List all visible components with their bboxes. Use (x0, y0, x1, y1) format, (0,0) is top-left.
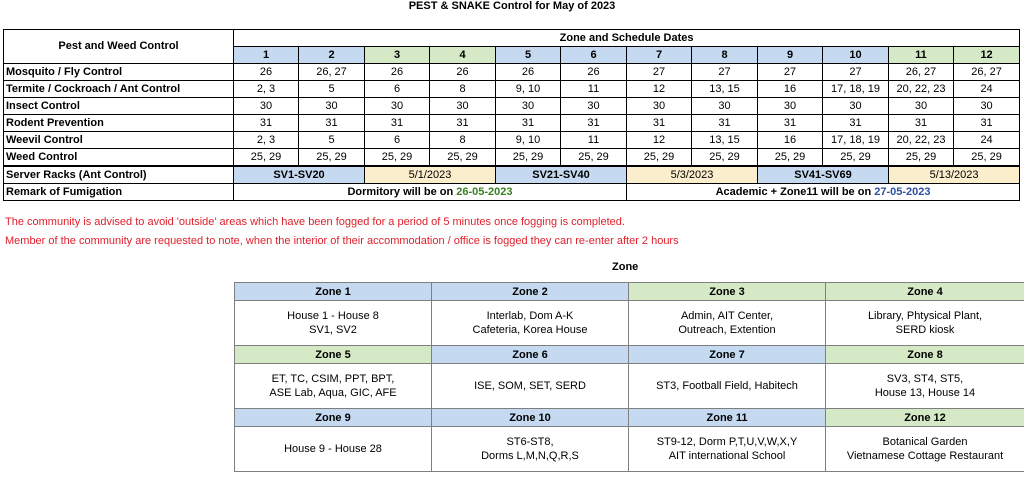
schedule-cell: 30 (954, 98, 1020, 115)
row-label: Weevil Control (4, 132, 234, 149)
zone-locations (432, 301, 629, 346)
zone-locations (629, 427, 826, 472)
schedule-cell: 8 (430, 81, 496, 98)
zone-location-line: Admin, AIT Center, (680, 310, 774, 322)
row-label: Server Racks (Ant Control) (4, 166, 234, 184)
schedule-cell: 12 (627, 132, 692, 149)
zone-location-line: Interlab, Dom A-K (486, 310, 574, 322)
zone-location-line: Dorms L,M,N,Q,R,S (481, 450, 579, 462)
schedule-cell: 25, 29 (692, 149, 758, 167)
schedule-cell: 25, 29 (627, 149, 692, 167)
schedule-cell: 17, 18, 19 (823, 132, 889, 149)
schedule-cell: 24 (954, 81, 1020, 98)
schedule-cell: 13, 15 (692, 81, 758, 98)
zone-number-header: 8 (692, 47, 758, 64)
row-label: Termite / Cockroach / Ant Control (4, 81, 234, 98)
note-fogging-outside: The community is advised to avoid 'outside' areas which have been fogged for a period of 5 minutes once fogging is completed. (5, 216, 625, 228)
schedule-cell: 30 (365, 98, 430, 115)
zone-location-line: House 1 - House 8 (287, 310, 379, 322)
schedule-cell: 31 (758, 115, 823, 132)
zone-name: Zone 3 (629, 283, 826, 301)
schedule-cell: 25, 29 (234, 149, 299, 167)
schedule-cell: 31 (365, 115, 430, 132)
zone-location-line: House 13, House 14 (874, 387, 976, 399)
zone-name: Zone 7 (629, 346, 826, 364)
schedule-cell: 25, 29 (954, 149, 1020, 167)
zone-location-line: SERD kiosk (895, 324, 955, 336)
header-pest-weed-control: Pest and Weed Control (4, 30, 234, 64)
zone-number-header: 1 (234, 47, 299, 64)
zone-number-header: 5 (496, 47, 561, 64)
row-label: Remark of Fumigation (4, 184, 234, 201)
schedule-cell: 25, 29 (299, 149, 365, 167)
zone-name: Zone 11 (629, 409, 826, 427)
fumigation-academic-text: Academic + Zone11 will be on (715, 185, 872, 198)
zone-locations (235, 301, 432, 346)
zone-locations (826, 364, 1024, 409)
zone-locations (432, 364, 629, 409)
schedule-cell: 30 (758, 98, 823, 115)
schedule-cell: 25, 29 (758, 149, 823, 167)
zone-locations (826, 301, 1024, 346)
zone-number-header: 9 (758, 47, 823, 64)
schedule-cell: 30 (430, 98, 496, 115)
schedule-cell: 31 (954, 115, 1020, 132)
schedule-cell: 25, 29 (889, 149, 954, 167)
schedule-cell: 9, 10 (496, 132, 561, 149)
zone-number-header: 6 (561, 47, 627, 64)
schedule-cell: 5 (299, 81, 365, 98)
schedule-row (4, 149, 1020, 167)
schedule-cell: 30 (627, 98, 692, 115)
schedule-cell: 30 (823, 98, 889, 115)
zone-locations (629, 364, 826, 409)
fumigation-dormitory-date: 26-05-2023 (456, 185, 513, 198)
schedule-cell: 6 (365, 132, 430, 149)
fumigation-academic (627, 184, 1020, 201)
fumigation-dormitory-text: Dormitory will be on (347, 185, 454, 198)
schedule-cell: 31 (496, 115, 561, 132)
schedule-cell: 31 (692, 115, 758, 132)
zone-locations (235, 364, 432, 409)
schedule-cell: 13, 15 (692, 132, 758, 149)
schedule-cell: 26, 27 (299, 64, 365, 81)
server-range: SV41-SV69 (758, 166, 889, 184)
zone-locations (432, 427, 629, 472)
schedule-cell: 25, 29 (430, 149, 496, 167)
zone-location-line: ET, TC, CSIM, PPT, BPT, (271, 373, 395, 385)
schedule-cell: 2, 3 (234, 81, 299, 98)
zone-name: Zone 8 (826, 346, 1024, 364)
schedule-cell: 31 (823, 115, 889, 132)
zone-location-line: Cafeteria, Korea House (472, 324, 588, 336)
schedule-cell: 12 (627, 81, 692, 98)
schedule-cell: 26, 27 (954, 64, 1020, 81)
fumigation-dormitory (234, 184, 627, 201)
schedule-cell: 26 (234, 64, 299, 81)
row-label: Mosquito / Fly Control (4, 64, 234, 81)
server-range: SV1-SV20 (234, 166, 365, 184)
zone-table-title: Zone (612, 261, 639, 273)
schedule-cell: 31 (561, 115, 627, 132)
schedule-row (4, 98, 1020, 115)
zone-name: Zone 1 (235, 283, 432, 301)
zone-name: Zone 4 (826, 283, 1024, 301)
schedule-cell: 25, 29 (823, 149, 889, 167)
page-title: PEST & SNAKE Control for May of 2023 (408, 0, 616, 12)
schedule-cell: 24 (954, 132, 1020, 149)
schedule-cell: 30 (299, 98, 365, 115)
zone-name: Zone 12 (826, 409, 1024, 427)
zone-location-line: ST3, Football Field, Habitech (656, 380, 798, 392)
zone-table (234, 282, 1024, 472)
zone-number-header: 10 (823, 47, 889, 64)
schedule-cell: 20, 22, 23 (889, 132, 954, 149)
zone-location-line: SV1, SV2 (309, 324, 357, 336)
schedule-cell: 20, 22, 23 (889, 81, 954, 98)
schedule-cell: 2, 3 (234, 132, 299, 149)
schedule-cell: 25, 29 (365, 149, 430, 167)
schedule-cell: 8 (430, 132, 496, 149)
schedule-cell: 11 (561, 132, 627, 149)
schedule-cell: 27 (692, 64, 758, 81)
schedule-cell: 30 (234, 98, 299, 115)
schedule-cell: 31 (627, 115, 692, 132)
zone-locations (826, 427, 1024, 472)
schedule-cell: 30 (889, 98, 954, 115)
schedule-cell: 31 (889, 115, 954, 132)
schedule-cell: 26 (561, 64, 627, 81)
server-range: SV21-SV40 (496, 166, 627, 184)
schedule-cell: 25, 29 (496, 149, 561, 167)
schedule-cell: 31 (234, 115, 299, 132)
zone-location-line: AIT international School (668, 450, 786, 462)
zone-locations (235, 427, 432, 472)
server-date: 5/1/2023 (365, 166, 496, 184)
zone-location-line: Outreach, Extention (678, 324, 776, 336)
schedule-row (4, 81, 1020, 98)
schedule-cell: 26 (365, 64, 430, 81)
zone-name: Zone 2 (432, 283, 629, 301)
schedule-cell: 30 (496, 98, 561, 115)
row-label: Insect Control (4, 98, 234, 115)
schedule-cell: 9, 10 (496, 81, 561, 98)
zone-location-line: SV3, ST4, ST5, (886, 373, 964, 385)
zone-name: Zone 5 (235, 346, 432, 364)
schedule-cell: 31 (430, 115, 496, 132)
schedule-row (4, 64, 1020, 81)
zone-name: Zone 9 (235, 409, 432, 427)
zone-number-header: 7 (627, 47, 692, 64)
zone-location-line: ASE Lab, Aqua, GIC, AFE (269, 387, 397, 399)
zone-name: Zone 10 (432, 409, 629, 427)
schedule-cell: 30 (692, 98, 758, 115)
schedule-cell: 6 (365, 81, 430, 98)
zone-location-line: Botanical Garden (882, 436, 968, 448)
schedule-table (3, 29, 1020, 201)
zone-locations (629, 301, 826, 346)
server-date: 5/3/2023 (627, 166, 758, 184)
zone-location-line: House 9 - House 28 (284, 443, 382, 455)
zone-location-line: Vietnamese Cottage Restaurant (846, 450, 1004, 462)
row-label: Weed Control (4, 149, 234, 167)
zone-location-line: ISE, SOM, SET, SERD (474, 380, 586, 392)
zone-location-line: ST6-ST8, (506, 436, 554, 448)
zone-location-line: ST9-12, Dorm P,T,U,V,W,X,Y (656, 436, 798, 448)
schedule-cell: 26 (430, 64, 496, 81)
schedule-cell: 27 (627, 64, 692, 81)
schedule-row (4, 115, 1020, 132)
schedule-cell: 26 (496, 64, 561, 81)
schedule-cell: 17, 18, 19 (823, 81, 889, 98)
schedule-cell: 31 (299, 115, 365, 132)
note-fogging-interior: Member of the community are requested to note, when the interior of their accommodation / office is fogged they can re-enter after 2 hours (5, 235, 679, 247)
schedule-cell: 16 (758, 81, 823, 98)
zone-number-header: 11 (889, 47, 954, 64)
schedule-row (4, 132, 1020, 149)
schedule-cell: 11 (561, 81, 627, 98)
fumigation-academic-date: 27-05-2023 (874, 185, 931, 198)
schedule-cell: 25, 29 (561, 149, 627, 167)
zone-number-header: 3 (365, 47, 430, 64)
zone-number-header: 4 (430, 47, 496, 64)
server-date: 5/13/2023 (889, 166, 1020, 184)
schedule-cell: 26, 27 (889, 64, 954, 81)
schedule-cell: 27 (823, 64, 889, 81)
schedule-cell: 30 (561, 98, 627, 115)
zone-number-header: 12 (954, 47, 1020, 64)
schedule-cell: 16 (758, 132, 823, 149)
row-label: Rodent Prevention (4, 115, 234, 132)
zone-name: Zone 6 (432, 346, 629, 364)
header-zone-schedule: Zone and Schedule Dates (234, 30, 1020, 47)
zone-number-header: 2 (299, 47, 365, 64)
schedule-cell: 27 (758, 64, 823, 81)
zone-location-line: Library, Phtysical Plant, (867, 310, 983, 322)
schedule-cell: 5 (299, 132, 365, 149)
